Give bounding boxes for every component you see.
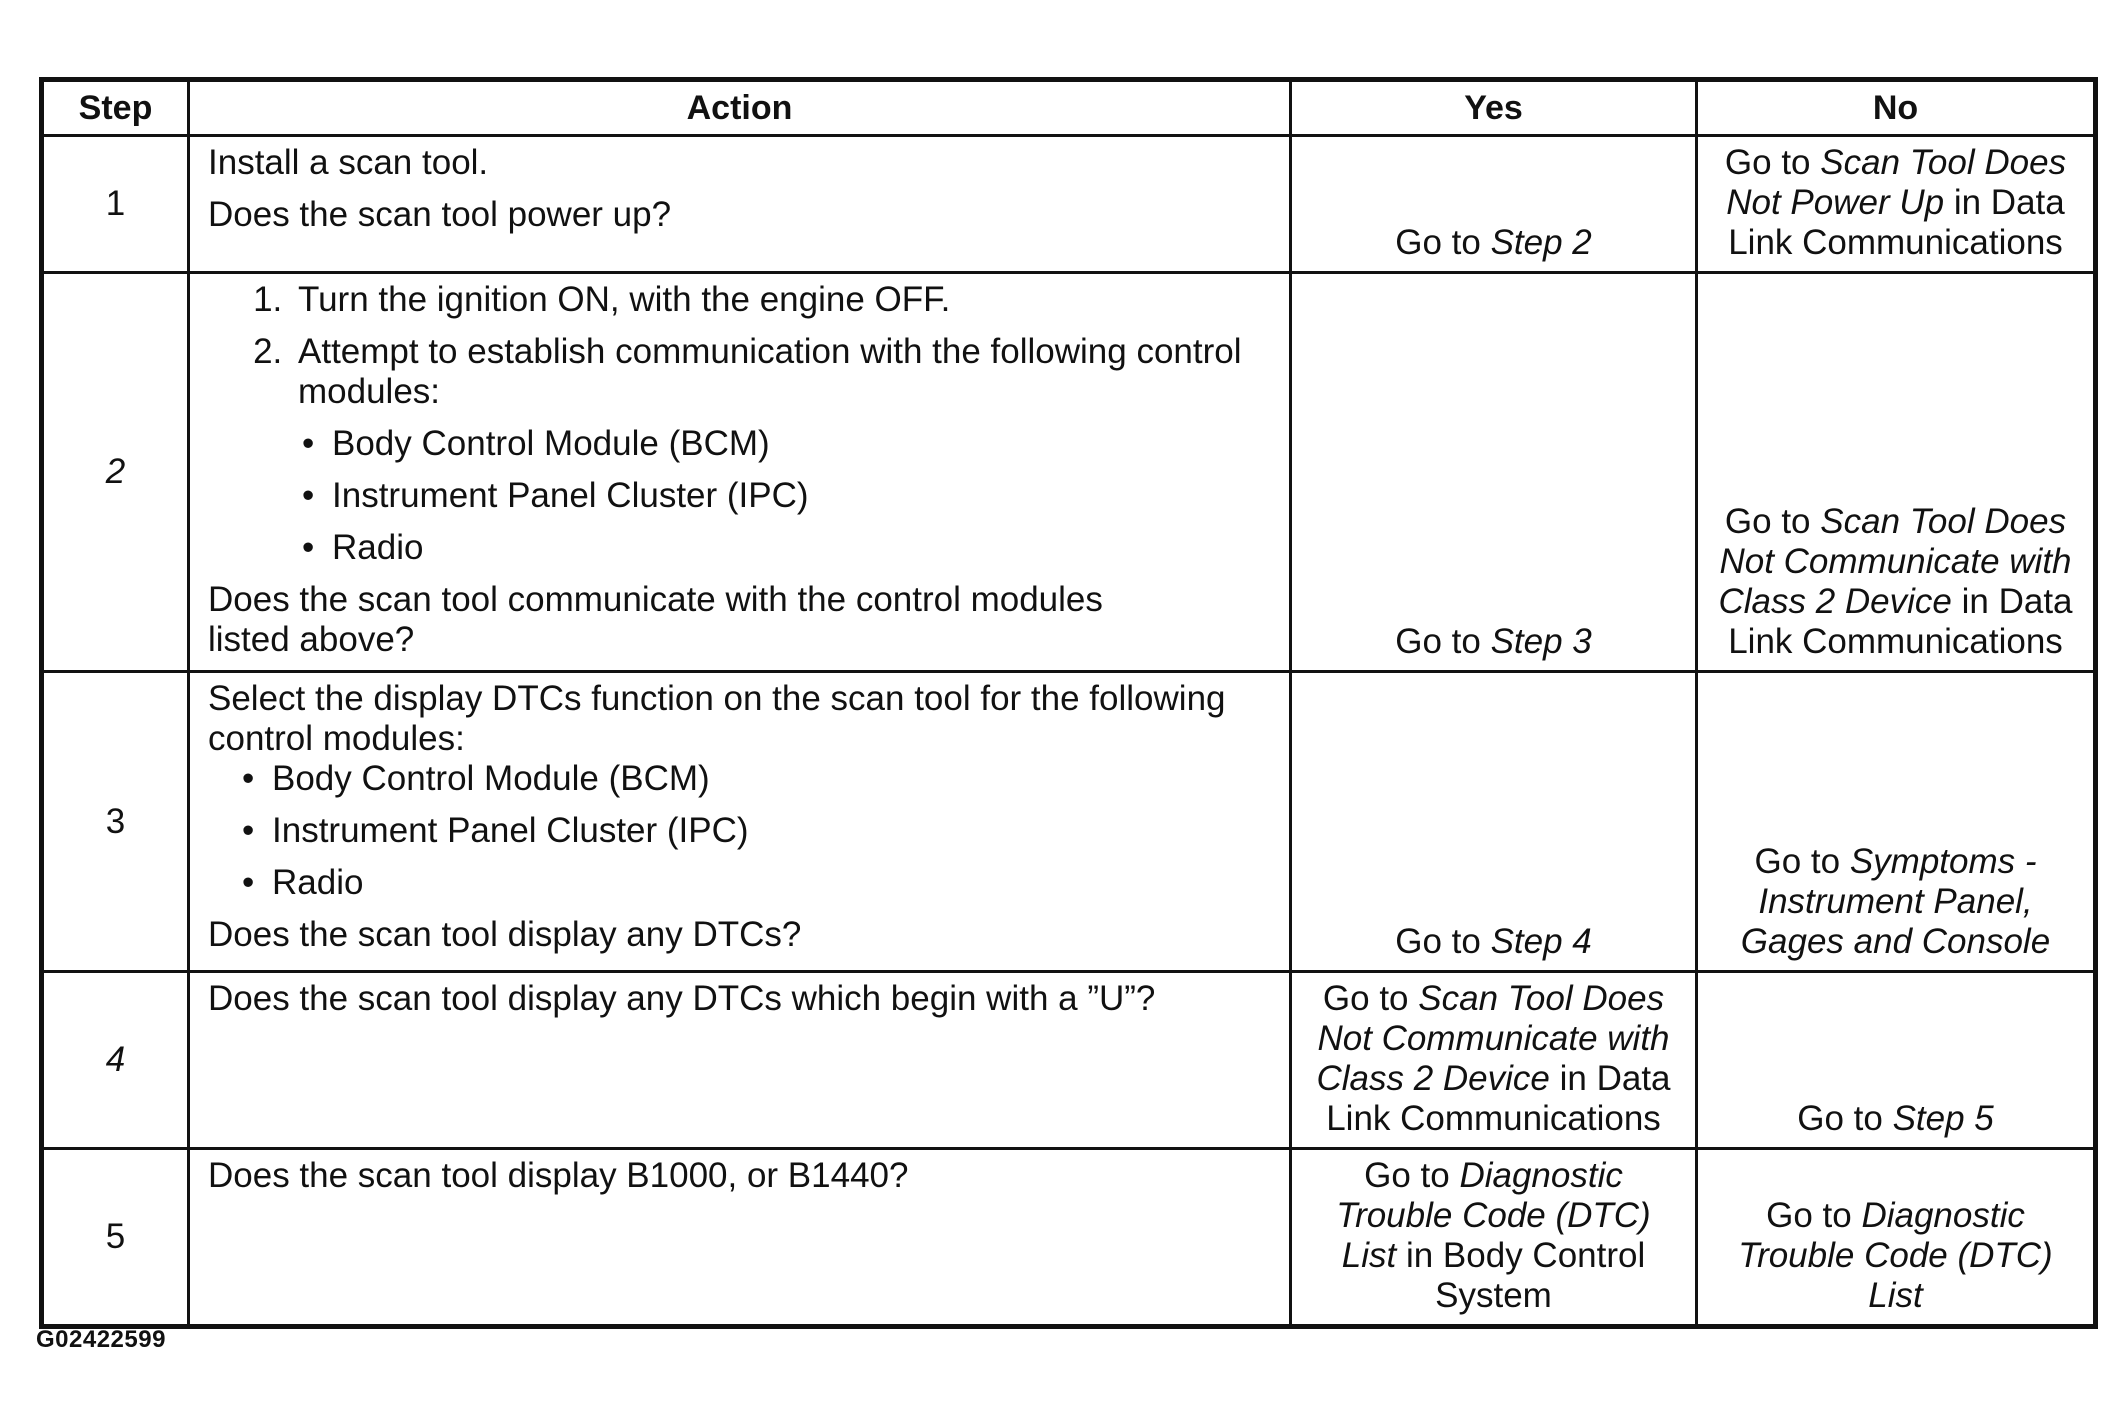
no-suffix: in Data Link Communications <box>1728 582 2073 661</box>
no-cell <box>1697 972 2096 1149</box>
action-step-item <box>292 332 1275 568</box>
action-cell <box>189 273 1291 672</box>
no-link[interactable]: Step 5 <box>1892 1099 1994 1138</box>
step-number: 5 <box>42 1149 189 1327</box>
action-question: Does the scan tool display any DTCs which begin with a ”U”? <box>208 979 1156 1018</box>
yes-prefix: Go to <box>1322 979 1409 1018</box>
action-steps-list <box>208 280 1275 568</box>
yes-suffix: in Body Control System <box>1405 1236 1646 1315</box>
action-cell <box>189 1149 1291 1327</box>
action-instruction: Select the display DTCs function on the scan tool for the following control modules: <box>208 679 1226 758</box>
action-question: Does the scan tool display B1000, or B1440? <box>208 1156 909 1195</box>
action-cell <box>189 672 1291 972</box>
yes-prefix: Go to <box>1395 622 1481 661</box>
no-cell <box>1697 136 2096 273</box>
figure-id: G02422599 <box>36 1326 166 1353</box>
step-number: 1 <box>42 136 189 273</box>
action-question: Does the scan tool display any DTCs? <box>208 915 802 954</box>
module-list-item: • Radio <box>238 863 1275 903</box>
action-instruction: Install a scan tool. <box>208 143 489 182</box>
no-cell <box>1697 672 2096 972</box>
yes-cell <box>1291 136 1697 273</box>
yes-cell <box>1291 972 1697 1149</box>
no-prefix: Go to <box>1724 502 1811 541</box>
module-list <box>298 424 1275 568</box>
table-row <box>42 1149 2096 1327</box>
yes-link[interactable]: Step 3 <box>1490 622 1592 661</box>
yes-link[interactable]: Step 4 <box>1490 922 1592 961</box>
no-link[interactable]: Symptoms - Instrument Panel, Gages and Console <box>1740 842 2051 961</box>
table-row <box>42 273 2096 672</box>
yes-link[interactable]: Diagnostic Trouble Code (DTC) List <box>1336 1156 1651 1275</box>
step-number: 4 <box>42 972 189 1149</box>
yes-prefix: Go to <box>1395 223 1481 262</box>
step-number: 2 <box>42 273 189 672</box>
module-list-item: • Instrument Panel Cluster (IPC) <box>298 476 1275 516</box>
step-number: 3 <box>42 672 189 972</box>
yes-link[interactable]: Step 2 <box>1490 223 1592 262</box>
no-cell <box>1697 1149 2096 1327</box>
module-list-item: • Instrument Panel Cluster (IPC) <box>238 811 1275 851</box>
action-step-text: Attempt to establish communication with the following control modules: <box>298 332 1242 411</box>
header-yes: Yes <box>1291 80 1697 136</box>
no-prefix: Go to <box>1766 1196 1852 1235</box>
action-question: Does the scan tool power up? <box>208 195 672 234</box>
no-suffix: in Data Link Communications <box>1728 183 2065 262</box>
module-list-item: • Body Control Module (BCM) <box>238 759 1275 799</box>
no-link[interactable]: Scan Tool Does Not Communicate with Class 2 Device <box>1718 502 2072 621</box>
action-cell <box>189 972 1291 1149</box>
action-question: Does the scan tool communicate with the control modules listed above? <box>208 580 1103 659</box>
no-link[interactable]: Diagnostic Trouble Code (DTC) List <box>1738 1196 2053 1315</box>
header-no: No <box>1697 80 2096 136</box>
module-list <box>208 759 1275 903</box>
yes-cell <box>1291 1149 1697 1327</box>
yes-link[interactable]: Scan Tool Does Not Communicate with Class 2 Device <box>1316 979 1670 1098</box>
yes-prefix: Go to <box>1364 1156 1450 1195</box>
no-cell <box>1697 273 2096 672</box>
header-action: Action <box>189 80 1291 136</box>
header-row <box>42 80 2096 136</box>
yes-cell <box>1291 672 1697 972</box>
diagnostic-table <box>39 77 2098 1329</box>
yes-prefix: Go to <box>1395 922 1481 961</box>
table-row <box>42 972 2096 1149</box>
table-row <box>42 672 2096 972</box>
no-link[interactable]: Scan Tool Does Not Power Up <box>1726 143 2067 222</box>
table-row <box>42 136 2096 273</box>
no-prefix: Go to <box>1754 842 1841 881</box>
module-list-item: • Radio <box>298 528 1275 568</box>
action-cell <box>189 136 1291 273</box>
no-prefix: Go to <box>1797 1099 1883 1138</box>
module-list-item: • Body Control Module (BCM) <box>298 424 1275 464</box>
header-step: Step <box>42 80 189 136</box>
yes-cell <box>1291 273 1697 672</box>
no-prefix: Go to <box>1724 143 1811 182</box>
yes-suffix: in Data Link Communications <box>1326 1059 1671 1138</box>
action-step-item: 1. Turn the ignition ON, with the engine OFF. <box>292 280 1275 320</box>
